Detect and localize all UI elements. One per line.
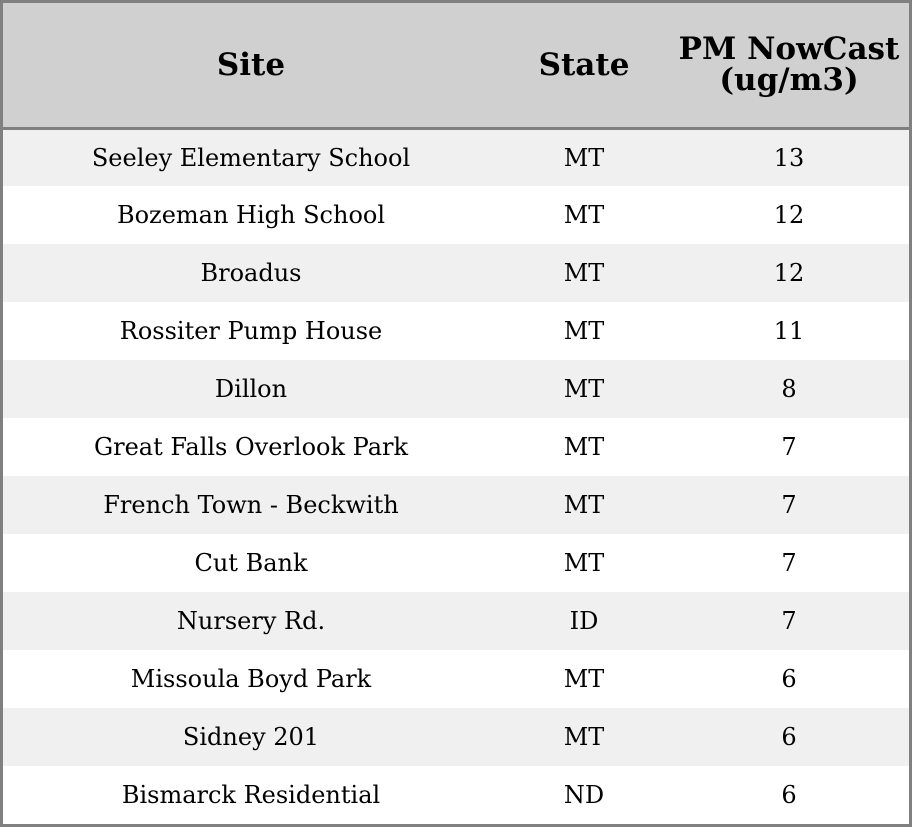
site-cell: French Town - Beckwith [3, 476, 499, 534]
table-row [3, 766, 909, 824]
column-header-pm-nowcast: PM NowCast (ug/m3) [669, 3, 909, 129]
table-row [3, 476, 909, 534]
table-row [3, 360, 909, 418]
site-cell: Dillon [3, 360, 499, 418]
state-cell: MT [499, 708, 669, 766]
table-header [3, 3, 909, 129]
table-row [3, 708, 909, 766]
state-cell: MT [499, 476, 669, 534]
column-header-site: Site [3, 3, 499, 129]
table-row [3, 129, 909, 187]
site-cell: Rossiter Pump House [3, 302, 499, 360]
pm-value-cell: 12 [669, 186, 909, 244]
site-cell: Cut Bank [3, 534, 499, 592]
pm-value-cell: 7 [669, 592, 909, 650]
pm-value-cell: 8 [669, 360, 909, 418]
state-cell: MT [499, 244, 669, 302]
state-cell: MT [499, 650, 669, 708]
pm-value-cell: 7 [669, 534, 909, 592]
header-row [3, 3, 909, 129]
pm-nowcast-table [3, 3, 909, 824]
table-row [3, 186, 909, 244]
table-row [3, 650, 909, 708]
table-row [3, 534, 909, 592]
column-header-state: State [499, 3, 669, 129]
state-cell: MT [499, 302, 669, 360]
site-cell: Seeley Elementary School [3, 129, 499, 187]
table-row [3, 244, 909, 302]
state-cell: MT [499, 129, 669, 187]
pm-value-cell: 6 [669, 766, 909, 824]
pm-value-cell: 6 [669, 650, 909, 708]
pm-value-cell: 11 [669, 302, 909, 360]
state-cell: MT [499, 418, 669, 476]
site-cell: Nursery Rd. [3, 592, 499, 650]
pm-value-cell: 6 [669, 708, 909, 766]
state-cell: MT [499, 186, 669, 244]
state-cell: ID [499, 592, 669, 650]
table-body [3, 129, 909, 825]
pm-value-cell: 13 [669, 129, 909, 187]
table-row [3, 418, 909, 476]
pm-value-cell: 7 [669, 418, 909, 476]
state-cell: MT [499, 534, 669, 592]
table-row [3, 592, 909, 650]
state-cell: MT [499, 360, 669, 418]
site-cell: Missoula Boyd Park [3, 650, 499, 708]
pm-value-cell: 7 [669, 476, 909, 534]
site-cell: Sidney 201 [3, 708, 499, 766]
pm-value-cell: 12 [669, 244, 909, 302]
table-row [3, 302, 909, 360]
site-cell: Broadus [3, 244, 499, 302]
site-cell: Bismarck Residential [3, 766, 499, 824]
state-cell: ND [499, 766, 669, 824]
site-cell: Bozeman High School [3, 186, 499, 244]
site-cell: Great Falls Overlook Park [3, 418, 499, 476]
